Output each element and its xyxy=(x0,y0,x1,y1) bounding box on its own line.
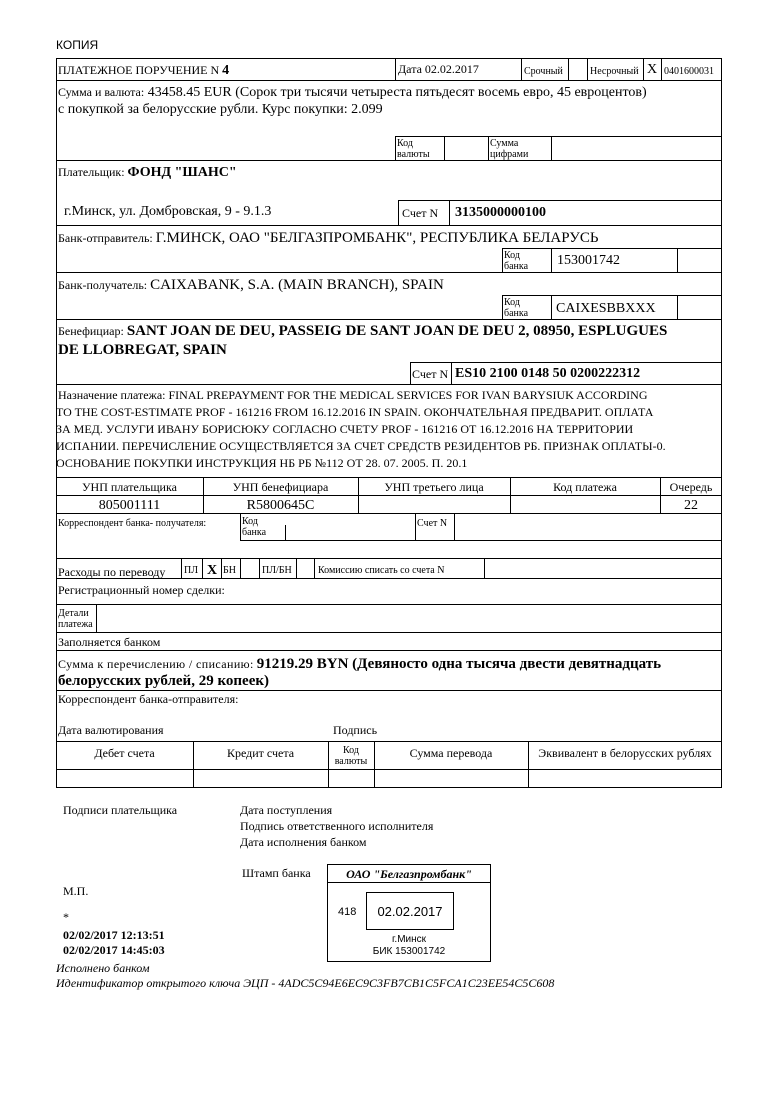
executed-by-bank: Исполнено банком xyxy=(56,961,150,975)
amount-line-1 xyxy=(58,84,647,101)
commission-label: Комиссию списать со счета N xyxy=(318,565,445,576)
receipt-date: Дата поступления xyxy=(240,803,333,817)
order-date: 02.02.2017 xyxy=(424,62,479,76)
sum-digits-label-2: цифрами xyxy=(490,149,529,160)
transfer-line-1 xyxy=(58,655,661,673)
bank-stamp-label: Штамп банка xyxy=(242,866,311,880)
beneficiary-account: ES10 2100 0148 50 0200222312 xyxy=(455,366,641,381)
table-header-debit: Дебет счета xyxy=(94,746,155,760)
currency-code-label-1: Код xyxy=(397,138,413,149)
beneficiary-line-2: DE LLOBREGAT, SPAIN xyxy=(58,342,227,358)
id-header-queue: Очередь xyxy=(669,480,713,494)
asterisk: * xyxy=(63,910,69,924)
correspondent-code-label-1: Код xyxy=(242,516,258,527)
id-header-third: УНП третьего лица xyxy=(384,480,484,494)
sender-bank-code: 153001742 xyxy=(557,253,620,268)
table-header-sum: Сумма перевода xyxy=(409,746,493,760)
purpose-label: Назначение платежа: xyxy=(58,388,166,402)
sender-bank-code-label-2: банка xyxy=(504,261,529,272)
purpose-line-4: ИСПАНИИ. ПЕРЕЧИСЛЕНИЕ ОСУЩЕСТВЛЯЕТСЯ ЗА СЧЕТ СРЕДСТВ РЕЗИДЕНТОВ РБ. ПРИЗНАК ОПЛАТЫ-0. xyxy=(56,439,666,453)
amount-label: Сумма и валюта: xyxy=(58,85,145,99)
sender-bank-name: Г.МИНСК, ОАО "БЕЛГАЗПРОМБАНК", РЕСПУБЛИКА БЕЛАРУСЬ xyxy=(155,230,599,246)
details-label xyxy=(58,608,93,630)
transfer-line-2: белорусских рублей, 29 копеек) xyxy=(58,673,269,689)
id-header-payer: УНП плательщика xyxy=(82,480,177,494)
payer-label: Плательщик: xyxy=(58,165,125,179)
timestamp-1: 02/02/2017 12:13:51 xyxy=(63,928,165,942)
table-header-currency: Код валюты xyxy=(334,745,368,767)
purpose-line-3: ЗА МЕД. УСЛУГИ ИВАНУ БОРИСЮКУ СОГЛАСНО СЧЕТУ PROF - 161216 ОТ 16.12.2016 НА ТЕРРИТОРИИ xyxy=(56,422,634,436)
date-label: Дата xyxy=(398,62,422,76)
details-label-2: платежа xyxy=(58,619,93,630)
payer-line xyxy=(58,164,237,181)
purpose-line-1 xyxy=(58,388,648,402)
id-value-queue: 22 xyxy=(684,498,698,513)
expenses-mark: X xyxy=(207,563,218,578)
id-value-beneficiary: R5800645C xyxy=(246,498,315,513)
mp-label: М.П. xyxy=(63,884,89,898)
stamp-date: 02.02.2017 xyxy=(377,904,443,919)
payer-address: г.Минск, ул. Домбровская, 9 - 9.1.3 xyxy=(64,204,272,219)
id-header-beneficiary: УНП бенефициара xyxy=(232,480,329,494)
title-prefix: ПЛАТЕЖНОЕ ПОРУЧЕНИЕ N xyxy=(58,63,220,77)
nonurgent-mark: X xyxy=(647,62,658,77)
id-header-code: Код платежа xyxy=(553,480,617,494)
receiver-bank-code: CAIXESBBXXX xyxy=(556,301,656,316)
receiver-bank-code-label xyxy=(504,297,528,319)
sender-correspondent-label: Корреспондент банка-отправителя: xyxy=(58,692,239,706)
timestamp-2: 02/02/2017 14:45:03 xyxy=(63,943,165,957)
value-date-label: Дата валютирования xyxy=(58,723,164,737)
correspondent-label: Корреспондент банка- получателя: xyxy=(58,518,207,529)
payer-account-label: Счет N xyxy=(402,206,439,220)
form-code: 0401600031 xyxy=(664,66,714,77)
responsible-signature: Подпись ответственного исполнителя xyxy=(240,819,434,833)
beneficiary-line-1 xyxy=(58,322,667,340)
sender-bank-line xyxy=(58,229,598,247)
stamp-city: г.Минск xyxy=(391,934,427,945)
copy-label: КОПИЯ xyxy=(56,38,99,52)
beneficiary-name: SANT JOAN DE DEU, PASSEIG DE SANT JOAN DE DEU 2, 08950, ESPLUGUES xyxy=(126,323,668,339)
expenses-plbn: ПЛ/БН xyxy=(262,565,292,576)
payer-name: ФОНД "ШАНС" xyxy=(127,165,237,180)
order-number: 4 xyxy=(222,63,230,78)
correspondent-code-label-2: банка xyxy=(242,527,267,538)
purpose-text-1: FINAL PREPAYMENT FOR THE MEDICAL SERVICES FOR IVAN BARYSIUK ACCORDING xyxy=(168,388,648,402)
stamp-bik: БИК 153001742 xyxy=(372,946,446,957)
execution-date: Дата исполнения банком xyxy=(240,835,367,849)
transfer-label: Сумма к перечислению / списанию: xyxy=(58,657,254,671)
beneficiary-account-label: Счет N xyxy=(412,367,449,381)
receiver-bank-code-label-1: Код xyxy=(504,297,520,308)
currency-code-label-2: валюты xyxy=(397,149,430,160)
sum-digits-label xyxy=(490,138,528,160)
payer-account: 3135000000100 xyxy=(455,205,546,220)
expenses-label: Расходы по переводу xyxy=(58,565,166,579)
sender-bank-label: Банк-отправитель: xyxy=(58,231,153,245)
urgent-label: Срочный xyxy=(524,66,563,77)
expenses-bn: БН xyxy=(223,565,236,576)
currency-code-label xyxy=(397,138,430,160)
transfer-amount: 91219.29 BYN (Девяносто одна тысяча двести девятнадцать xyxy=(256,656,662,672)
registration-label: Регистрационный номер сделки: xyxy=(58,583,225,597)
stamp-bank-name: ОАО "Белгазпромбанк" xyxy=(346,867,472,881)
purpose-line-5: ОСНОВАНИЕ ПОКУПКИ ИНСТРУКЦИЯ НБ РБ №112 ОТ 28. 07. 2005. П. 20.1 xyxy=(56,456,468,470)
sender-bank-code-label xyxy=(504,250,528,272)
public-key-id: Идентификатор открытого ключа ЭЦП - 4ADC5C94E6EC9C3FB7CB1C5FCA1C23EE54C5C608 xyxy=(56,976,555,990)
payer-signatures: Подписи плательщика xyxy=(63,803,178,817)
sender-bank-code-label-1: Код xyxy=(504,250,520,261)
receiver-bank-label: Банк-получатель: xyxy=(58,278,148,292)
receiver-bank-code-label-2: банка xyxy=(504,308,529,319)
page-title xyxy=(58,62,229,79)
receiver-bank-line xyxy=(58,276,444,294)
table-header-equivalent: Эквивалент в белорусских рублях xyxy=(538,746,712,760)
details-label-1: Детали xyxy=(58,608,89,619)
table-header-credit: Кредит счета xyxy=(226,746,295,760)
purpose-line-2: TO THE COST-ESTIMATE PROF - 161216 FROM 16.12.2016 IN SPAIN. ОКОНЧАТЕЛЬНАЯ ПРЕДВАРИТ. ОПЛАТА xyxy=(56,405,654,419)
nonurgent-label: Несрочный xyxy=(590,66,639,77)
signature-label: Подпись xyxy=(333,723,378,737)
filled-by-bank: Заполняется банком xyxy=(58,635,161,649)
stamp-number: 418 xyxy=(338,906,357,918)
sum-digits-label-1: Сумма xyxy=(490,138,519,149)
expenses-pl: ПЛ xyxy=(184,565,199,576)
correspondent-account-label: Счет N xyxy=(417,518,448,529)
id-value-payer: 805001111 xyxy=(98,498,161,513)
amount-line-2: с покупкой за белорусские рубли. Курс покупки: 2.099 xyxy=(58,102,383,117)
date-field xyxy=(398,62,479,76)
beneficiary-label: Бенефициар: xyxy=(58,324,124,338)
amount-value: 43458.45 EUR (Сорок три тысячи четыреста пятьдесят восемь евро, 45 евроцентов) xyxy=(147,85,647,100)
correspondent-code-label xyxy=(242,516,266,538)
receiver-bank-name: CAIXABANK, S.A. (MAIN BRANCH), SPAIN xyxy=(150,277,444,293)
